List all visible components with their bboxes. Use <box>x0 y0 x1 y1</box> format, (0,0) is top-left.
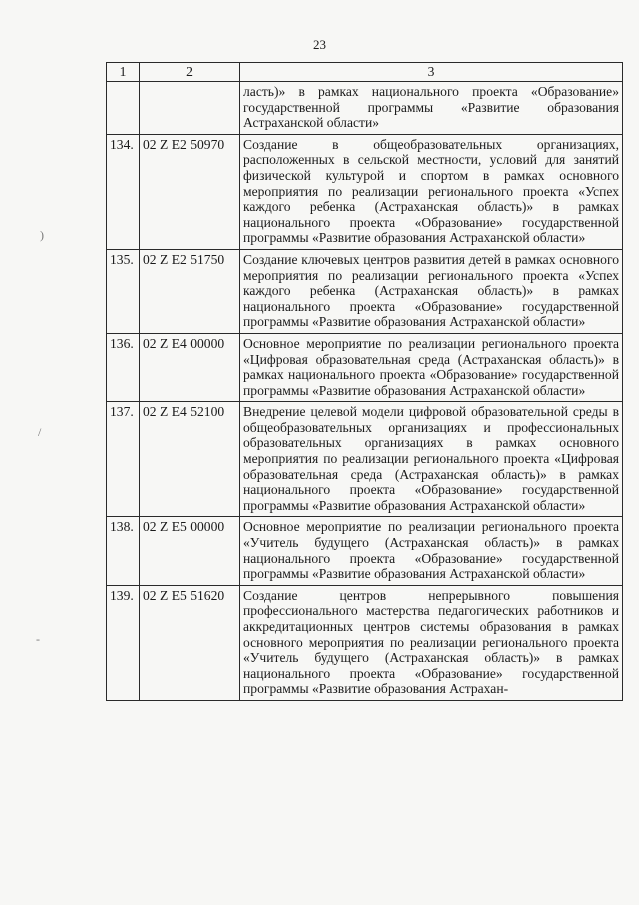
row-code: 02 Z E5 00000 <box>140 517 240 585</box>
row-number: 134. <box>107 134 140 249</box>
row-description: Основное мероприятие по реализации регионального проекта «Учитель будущего (Астраханская область)» в рамках национального проекта «Образование» государственной программы «Развитие образования Астраханской области» <box>240 517 623 585</box>
row-number <box>107 82 140 135</box>
row-number: 136. <box>107 333 140 401</box>
column-header-2: 2 <box>140 63 240 82</box>
margin-scan-mark: ) <box>40 228 44 242</box>
table-row <box>107 402 623 517</box>
table-row <box>107 82 623 135</box>
budget-classification-table <box>106 62 623 701</box>
table-row <box>107 517 623 585</box>
row-description: ласть)» в рамках национального проекта «Образование» государственной программы «Развитие образования Астраханской области» <box>240 82 623 135</box>
table-header-row <box>107 63 623 82</box>
row-description: Основное мероприятие по реализации регионального проекта «Цифровая образовательная среда (Астраханская область)» в рамках национального проекта «Образование» государственной программы «Развитие образования Астраханской области» <box>240 333 623 401</box>
row-number: 135. <box>107 249 140 333</box>
row-code: 02 Z E5 51620 <box>140 585 240 700</box>
row-description: Создание в общеобразовательных организациях, расположенных в сельской местности, условий для занятий физической культурой и спортом в рамках основного мероприятия по реализации регионального проекта «Успех каждого ребенка (Астраханская область)» в рамках национального проекта «Образование» государственной программы «Развитие образования Астраханской области» <box>240 134 623 249</box>
row-number: 139. <box>107 585 140 700</box>
table-row <box>107 134 623 249</box>
row-description: Создание центров непрерывного повышения профессионального мастерства педагогических работников и аккредитационных центров системы образования в рамках основного мероприятия по реализации регионального проекта «Учитель будущего (Астраханская область)» в рамках национального проекта «Образование» государственной программы «Развитие образования Астрахан- <box>240 585 623 700</box>
row-code: 02 Z E2 50970 <box>140 134 240 249</box>
row-description: Внедрение целевой модели цифровой образовательной среды в общеобразовательных организациях и профессиональных образовательных организациях в рамках основного мероприятия по реализации регионального проекта «Цифровая образовательная среда (Астраханская область)» в рамках национального проекта «Образование» государственной программы «Развитие образования Астраханской области» <box>240 402 623 517</box>
row-code: 02 Z E4 00000 <box>140 333 240 401</box>
table-row <box>107 585 623 700</box>
column-header-3: 3 <box>240 63 623 82</box>
row-description: Создание ключевых центров развития детей в рамках основного мероприятия по реализации регионального проекта «Успех каждого ребенка (Астраханская область)» в рамках национального проекта «Образование» государственной программы «Развитие образования Астраханской области» <box>240 249 623 333</box>
row-number: 138. <box>107 517 140 585</box>
row-code: 02 Z E4 52100 <box>140 402 240 517</box>
row-code: 02 Z E2 51750 <box>140 249 240 333</box>
margin-scan-mark: - <box>36 632 40 646</box>
page-number: 23 <box>313 37 326 52</box>
margin-scan-mark: / <box>38 425 42 439</box>
column-header-1: 1 <box>107 63 140 82</box>
table-row <box>107 249 623 333</box>
row-code <box>140 82 240 135</box>
table-row <box>107 333 623 401</box>
row-number: 137. <box>107 402 140 517</box>
